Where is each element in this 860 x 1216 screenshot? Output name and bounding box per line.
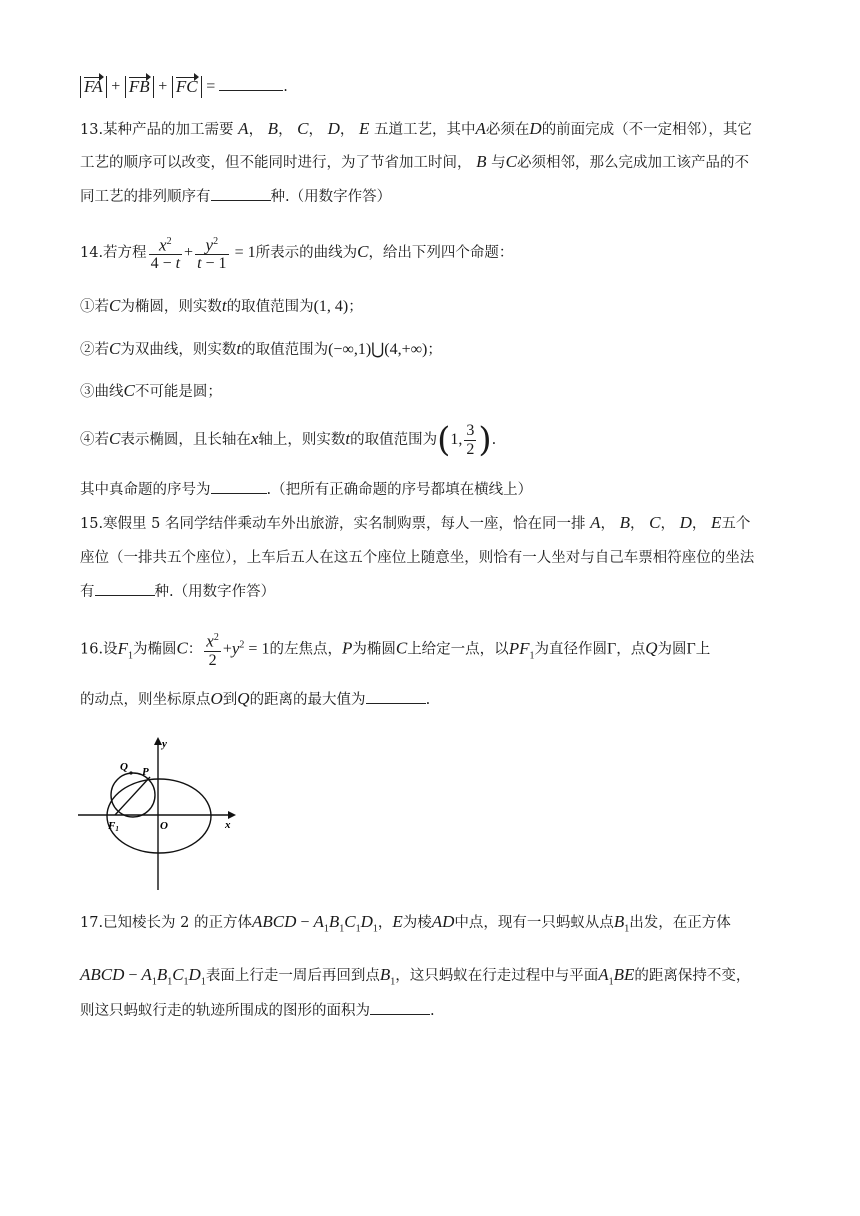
fraction-three-halves: $\frac{3}{2}$ [466,421,475,458]
label-p: P [142,766,149,778]
abs-fc: FC [172,76,202,98]
fraction-x2: $\frac{x^2}{4 - t}$ [149,233,182,274]
fraction-x2-over-2: $\frac{x^2}{2}$ [204,629,221,670]
fraction-y2: $\frac{y^2}{t - 1}$ [195,233,228,274]
q13-line-2: 工艺的顺序可以改变，但不能同时进行，为了节省加工时间， B 与C必须相邻，那么完成加工该产品的不 [80,152,749,171]
ellipse-c [107,779,211,853]
q15-line-2: 座位（一排共五个座位），上车后五人在这五个座位上随意坐，则恰有一人坐对与自己车票相符座位的坐法 [80,550,755,566]
label-q: Q [120,761,128,773]
label-x: x [225,819,231,831]
q17-line-2: ABCD − $A_1B_1C_1D_1$表面上行走一周后再回到点$B_1$，这只蚂蚁在行走过程中与平面$A_1BE$的距离保持不变， [80,965,751,988]
q17-line-3: 则这只蚂蚁行走的轨迹所围成的图形的面积为 . [80,1000,435,1021]
answer-blank [370,1000,430,1015]
q13-line-1: 13.某种产品的加工需要 A， B， C， D， E 五道工艺，其中A必须在D的前面完成（不一定相邻），其它 [80,119,752,138]
label-f1: F1 [108,820,119,833]
abs-fb: FB [125,76,154,98]
q12-answer-line: FA + FB + FC = . [80,76,288,98]
q14-proposition-1: ①若C为椭圆，则实数t的取值范围为(1, 4)； [80,296,363,315]
q15-line-3: 有 种.（用数字作答） [80,581,275,602]
q14-proposition-2: ②若C为双曲线，则实数t的取值范围为(−∞,1)⋃(4,+∞)； [80,339,442,358]
answer-blank [366,689,426,704]
answer-blank [211,479,267,494]
q17-line-1: 17.已知棱长为 2 的正方体ABCD − $A_1B_1C_1D_1$，E为棱AD中点，现有一只蚂蚁从点$B_1$出发，在正方体 [80,912,731,935]
q14-proposition-4: ④若C表示椭圆，且长轴在x轴上，则实数t的取值范围为(1, $\frac{3}{2}$ ). [80,420,497,460]
q16-line-2: 的动点，则坐标原点O到Q的距离的最大值为 . [80,689,431,708]
q14-proposition-3: ③曲线C不可能是圆； [80,381,222,400]
segment-pf1 [115,777,150,815]
answer-blank [219,76,283,91]
q15-line-1: 15.寒假里 5 名同学结伴乘动车外出旅游，实名制购票，每人一座，恰在同一排 A， B， C， D， E五个 [80,513,751,532]
label-y: y [162,738,167,750]
abs-fa: FA [80,76,107,98]
q14-final-line: 其中真命题的序号为 .（把所有正确命题的序号都填在横线上） [80,479,532,500]
answer-blank [211,186,271,201]
label-o: O [160,820,168,832]
q13-line-3: 同工艺的排列顺序有 种.（用数字作答） [80,186,391,207]
answer-blank [95,581,155,596]
ellipse-figure [78,735,248,895]
y-axis-arrow [154,737,162,745]
point-q [129,771,132,774]
q16-line-1: 16.设$F_1$为椭圆C： $\frac{x^2}{2}$ $+y^2 = 1$的左焦点，P为椭圆C上给定一点，以$PF_1$为直径作圆Γ，点Q为圆Γ上 [80,624,710,677]
q14-equation-line: 14.若方程 $\frac{x^2}{4 - t}$ + $\frac{y^2}{t - 1}$ = 1所表示的曲线为C，给出下列四个命题： [80,232,513,273]
x-axis-arrow [228,811,236,819]
